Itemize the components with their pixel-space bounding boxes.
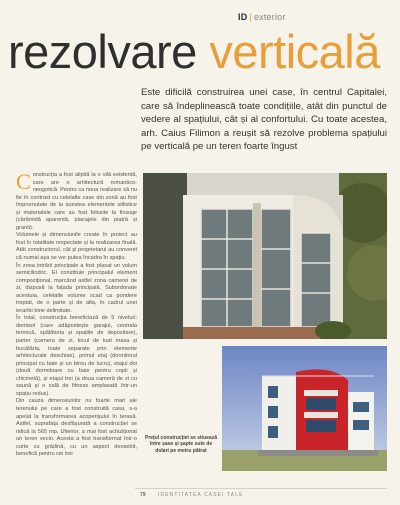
body-column-left [16, 169, 137, 459]
section-tag [238, 12, 286, 22]
section-separator: | [249, 12, 252, 22]
house-rendering-image [222, 346, 387, 471]
section-id: ID [238, 12, 248, 22]
headline-word-1: rezolvare [8, 25, 210, 78]
footer-rule [135, 488, 387, 489]
page-number: 79 [140, 492, 146, 498]
house-facade-photo [143, 173, 387, 339]
article-headline [8, 26, 400, 78]
body-paragraph-1: Construcția a fost alipită la o vilă existentă, care are o arhitectură romantico-neogotică. Pentru ca noua realizare să nu fie în contrast cu celelalte case din zonă au fost împrumutate de la acestea elementele stilistice și materialele care au fost folosite la finisaje (cărămidă aparentă, placajele din piatră și granit). [16, 169, 137, 231]
body-paragraph-3: În zona intrării principale a fost plasat un volum semicilindric. El constituie principalul element compozițional, marcând astfel zona camerei de zi, dispusă la fațada principală. Subordonate acestuia, celelalte volume scad ca pondere treptat, de o parte și de alta, în cadrul unei ierarhii bine delimitate. [16, 262, 137, 314]
drop-cap: C [16, 169, 31, 194]
body-paragraph-2: Volumele și dimensiunile create în proiect au fost în totalitate respectate și la realizarea finală. Atât constructorul, cât și proprietarul au convenit că numai așa se vor putea încadra în spațiu. [16, 232, 137, 262]
page-footer [0, 488, 400, 505]
magazine-name: IDENTITATEA CASEI TALE [158, 492, 244, 498]
lead-paragraph: Este dificilă construirea unei case, în centrul Capitalei, care să îndeplinească toate condițiile, atât din punctul de vedere al spațiului, cât și al confortului. Cu toate acestea, arh. Caius Filimon a reușit să rezolve problema spațiului pe verticală pe un teren foarte îngust [141, 87, 387, 153]
section-name: exterior [253, 12, 286, 22]
body-paragraph-4: În total, construcția beneficiază de 5 niveluri: demisol (care adăpostește garajul, centrala termică, spălătoria și spațiile de depozitare), parter (camera de zi, locul de luat masa și bucătăria, toate separate prin elemente arhitecturale deschise), primul etaj (dormitorul principal cu baie și un birou de lucru), etajul doi (două dormitoare cu baie pentru copii și chicinetă), și etajul trei (a doua cameră de zi cu saună și o sală de fitness amplasată într-un spațiu redus). [16, 315, 137, 397]
body-paragraph-5: Din cauza dimensiunilor nu foarte mari ale terenului pe care a fost construită casa, s-a apelat la transformarea acoperișului în terasă. Astfel, suprafața desfășurată a construcției se ridică la 565 mp. Ulterior, a mai fost achiziționat un teren vecin. Acesta a fost transformat într-o curte cu grădină, cu un aspect deosebit, benefică pentru cei trei [16, 398, 137, 458]
headline-word-2: verticală [209, 25, 380, 78]
photo-caption: Prețul construcției se situează între șase și șapte sute de dolari pe metru pătrat [145, 435, 217, 454]
